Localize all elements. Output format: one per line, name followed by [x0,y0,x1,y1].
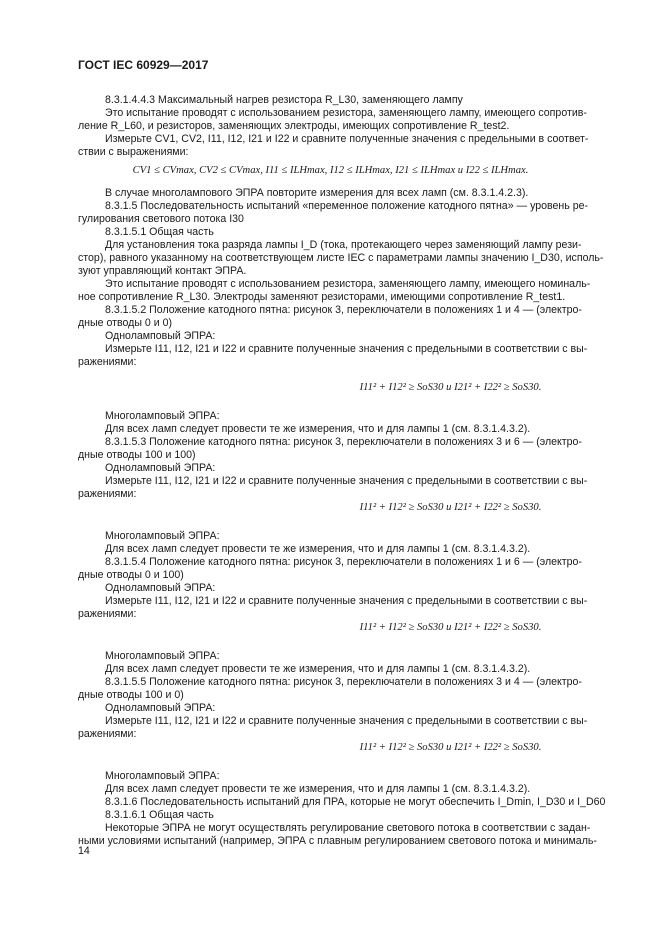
text-line: Одноламповый ЭПРА: [105,582,216,594]
text-line: Измерьте I11, I12, I21 и I22 и сравните полученные значения с предельными в соответствии с вы- [105,715,588,727]
formula-sos: I11² + I12² ≥ SoS30 и I21² + I22² ≥ SoS30. [359,742,542,753]
text-line: Для всех ламп следует провести те же измерения, что и для лампы 1 (см. 8.3.1.4.3.2). [105,423,531,435]
text-line: дные отводы 100 и 100) [78,449,196,461]
text-line: зуют управляющий контакт ЭПРА. [78,265,247,277]
text-line: 8.3.1.4.4.3 Максимальный нагрев резистора R_L30, заменяющего лампу [105,94,463,106]
text-line: 8.3.1.5 Последовательность испытаний «переменное положение катодного пятна» — уровень ре- [105,200,589,212]
text-line: Измерьте I11, I12, I21 и I22 и сравните полученные значения с предельными в соответствии с вы- [105,595,588,607]
text-line: ражениями: [78,728,137,740]
text-line: 8.3.1.6 Последовательность испытаний для ПРА, которые не могут обеспечить I_Dmin, I_D30 и I_D60 [105,796,606,808]
text-line: Для всех ламп следует провести те же измерения, что и для лампы 1 (см. 8.3.1.4.3.2). [105,543,531,555]
formula-sos: I11² + I12² ≥ SoS30 и I21² + I22² ≥ SoS30. [359,382,542,393]
text-line: 8.3.1.5.5 Положение катодного пятна: рисунок 3, переключатели в положениях 3 и 4 — (электро- [105,676,582,688]
text-line: Многоламповый ЭПРА: [105,650,220,662]
text-line: Одноламповый ЭПРА: [105,462,216,474]
page-number: 14 [78,845,90,857]
text-line: Многоламповый ЭПРА: [105,770,220,782]
text-line: Одноламповый ЭПРА: [105,702,216,714]
text-line: дные отводы 0 и 0) [78,317,173,329]
text-line: Многоламповый ЭПРА: [105,530,220,542]
text-line: 8.3.1.5.3 Положение катодного пятна: рисунок 3, переключатели в положениях 3 и 6 — (электро- [105,436,582,448]
text-line: Это испытание проводят с использованием резистора, заменяющего лампу, имеющего сопротив- [105,107,587,119]
text-line: Измерьте CV1, CV2, I11, I12, I21 и I22 и сравните полученные значения с предельными в соответ- [105,133,589,145]
text-line: 8.3.1.6.1 Общая часть [105,809,214,821]
formula-cv: CV1 ≤ CVmax, CV2 ≤ CVmax, I11 ≤ ILHmax, I12 ≤ ILHmax, I21 ≤ ILHmax и I22 ≤ ILHmax. [132,165,529,176]
text-line: Это испытание проводят с использованием резистора, заменяющего лампу, имеющего номиналь- [105,278,591,290]
text-line: ными условиями испытаний (например, ЭПРА с плавным регулированием светового потока и минималь- [78,835,597,847]
text-line: ствии с выражениями: [78,146,189,158]
text-line: Для всех ламп следует провести те же измерения, что и для лампы 1 (см. 8.3.1.4.3.2). [105,663,531,675]
text-line: ражениями: [78,608,137,620]
text-line: Для установления тока разряда лампы I_D (тока, протекающего через заменяющий лампу рези- [105,239,582,251]
text-line: ражениями: [78,488,137,500]
formula-sos: I11² + I12² ≥ SoS30 и I21² + I22² ≥ SoS30. [359,502,542,513]
text-line: гулирования светового потока I30 [78,213,244,225]
text-line: дные отводы 0 и 100) [78,569,184,581]
document-header: ГОСТ IEC 60929—2017 [78,58,209,72]
text-line: дные отводы 100 и 0) [78,689,184,701]
text-line: Измерьте I11, I12, I21 и I22 и сравните полученные значения с предельными в соответствии с вы- [105,475,588,487]
text-line: Одноламповый ЭПРА: [105,330,216,342]
text-line: 8.3.1.5.2 Положение катодного пятна: рисунок 3, переключатели в положениях 1 и 4 — (электро- [105,304,582,316]
text-line: Некоторые ЭПРА не могут осуществлять регулирование светового потока в соответствии с задан- [105,822,591,834]
text-line: 8.3.1.5.1 Общая часть [105,226,214,238]
formula-sos: I11² + I12² ≥ SoS30 и I21² + I22² ≥ SoS30. [359,622,542,633]
text-line: ное сопротивление R_L30. Электроды заменяют резисторами, имеющими сопротивление R_test1. [78,291,566,303]
text-line: 8.3.1.5.4 Положение катодного пятна: рисунок 3, переключатели в положениях 1 и 6 — (электро- [105,556,582,568]
text-line: ражениями: [78,356,137,368]
text-line: В случае многолампового ЭПРА повторите измерения для всех ламп (см. 8.3.1.4.2.3). [105,187,529,199]
text-line: Измерьте I11, I12, I21 и I22 и сравните полученные значения с предельными в соответствии с вы- [105,343,588,355]
text-line: Многоламповый ЭПРА: [105,410,220,422]
text-line: ление R_L60, и резисторов, заменяющих электроды, имеющих сопротивление R_test2. [78,120,510,132]
text-line: Для всех ламп следует провести те же измерения, что и для лампы 1 (см. 8.3.1.4.3.2). [105,783,531,795]
text-line: стор), равного указанному на соответствующем листе IEC с параметрами лампы значению I_D30, исполь- [78,252,604,264]
